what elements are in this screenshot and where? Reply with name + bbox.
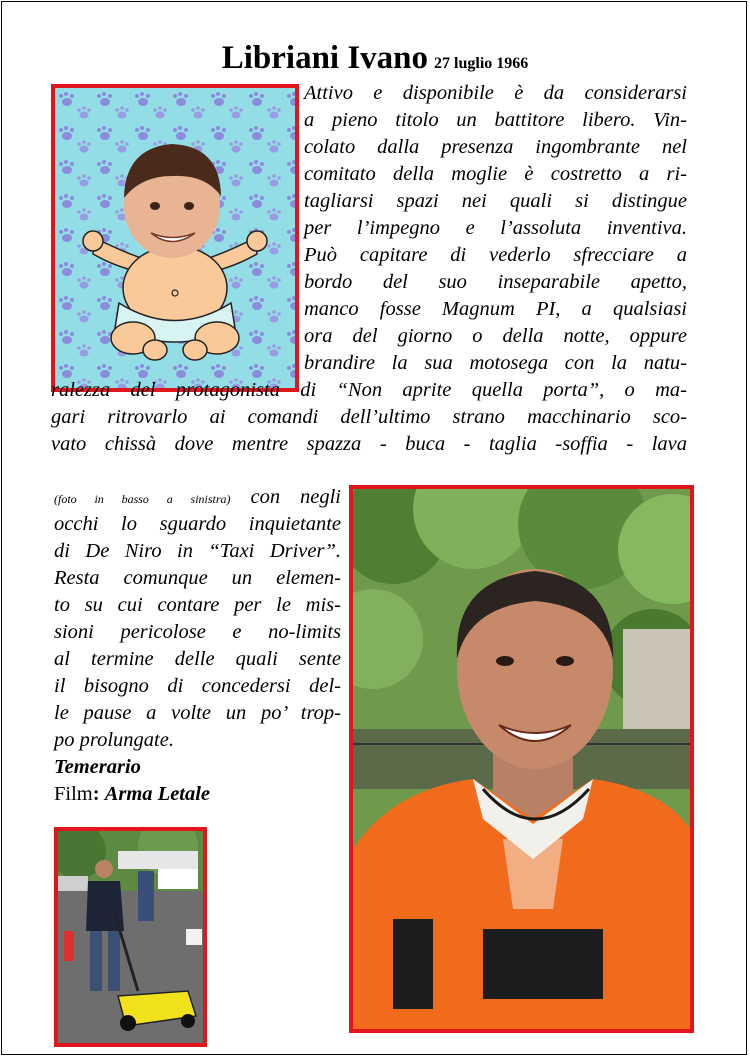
birth-date: 27 luglio 1966 [434, 55, 529, 72]
bio-line: gari ritrovarlo ai comandi dell’ultimo strano macchinario sco- [51, 406, 687, 428]
baby-cartoon-illustration [55, 88, 295, 388]
film-line: Film: Arma Letale [54, 783, 211, 805]
bio-line: al termine delle quali sente [54, 648, 341, 670]
bio-line-caption [54, 484, 341, 511]
bio-line: manco fosse Magnum PI, a qualsiasi [304, 298, 687, 320]
bio-text-left [54, 484, 341, 808]
person-name: Libriani Ivano [221, 40, 429, 76]
bio-line: Può capitare di vederlo sfrecciare a [304, 244, 687, 266]
bio-line: di De Niro in “Taxi Driver”. [54, 540, 341, 562]
bio-line: Resta comunque un elemen- [54, 567, 341, 589]
film-label: Film [54, 783, 93, 805]
portrait-photo [349, 485, 694, 1033]
page [1, 1, 747, 1055]
bio-text-top [304, 80, 687, 377]
bio-text-wide [51, 377, 687, 458]
bio-line: tagliarsi spazi nei quali si distingue [304, 190, 687, 212]
bio-line: bordo del suo inseparabile apetto, [304, 271, 687, 293]
caption-rest: con negli [250, 486, 341, 508]
bio-line: po prolungate. [54, 729, 174, 751]
page-title [2, 40, 747, 77]
bio-line: occhi lo sguardo inquietante [54, 513, 341, 535]
bio-line: brandire la sua motosega con la natu- [304, 352, 687, 374]
sweeper-photo [54, 827, 207, 1047]
portrait-illustration [353, 489, 690, 1029]
bio-line: ora del giorno o della notte, oppure [304, 325, 687, 347]
bio-line: vato chissà dove mentre spazza - buca - taglia -soffia - lava [51, 433, 687, 455]
bio-line: sioni pericolose e no-limits [54, 621, 341, 643]
trait-label: Temerario [54, 756, 141, 778]
bio-line: a pieno titolo un battitore libero. Vin- [304, 109, 687, 131]
bio-line: Attivo e disponibile è da considerarsi [304, 82, 687, 104]
bio-line: per l’impegno e l’assoluta inventiva. [304, 217, 687, 239]
bio-line: colato dalla presenza ingombrante nel [304, 136, 687, 158]
bio-line: to su cui contare per le mis- [54, 594, 341, 616]
sweeper-illustration [58, 831, 203, 1043]
photo-note: (foto in basso a sinistra) [54, 492, 231, 506]
film-title: Arma Letale [104, 783, 211, 805]
baby-cartoon-photo [51, 84, 299, 392]
bio-line: comitato della moglie è costretto a ri- [304, 163, 687, 185]
bio-line: il bisogno di concedersi del- [54, 675, 341, 697]
bio-line: ralezza del protagonista di “Non aprite quella porta”, o ma- [51, 379, 687, 401]
bio-line: le pause a volte un po’ trop- [54, 702, 341, 724]
